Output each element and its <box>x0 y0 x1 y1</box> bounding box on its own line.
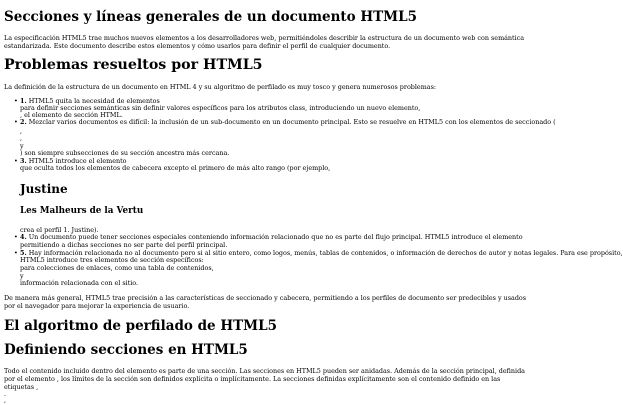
trailing-dot: . <box>4 390 7 398</box>
conclusion-paragraph: De manera más general, HTML5 trae precisión a las características de seccionado y cabecera, permitiendo a los perfiles de documento ser predecibles y usados por el navegador para mejorar la experiencia de usuario. <box>4 294 527 310</box>
list-item-5-line-1: 5. Hay información relacionada no al documento pero si al sitio entero, como logos, menús, tablas de contenidos, o información de derechos de autor y notas legales. Para ese propósito, <box>20 249 623 257</box>
list-item-1-line-2: para definir secciones semánticas sin definir valores específicos para los atributos class, introduciendo un nuevo elemento, <box>20 104 421 112</box>
trailing-comma: , <box>4 396 7 404</box>
list-item-2-line-5: ) son siempre subsecciones de su sección ancestra más cercana. <box>20 149 230 157</box>
list-item-5-line-4: y <box>20 272 24 280</box>
example-heading-malheurs: Les Malheurs de la Vertu <box>20 206 144 216</box>
list-item-3-line-2: que oculta todos los elementos de cabecera excepto el primero de más alto rango (por ejemplo, <box>20 164 331 172</box>
list-item-2-line-2: , <box>20 127 23 135</box>
example-result-text: crea el perfil 1. Justine). <box>20 226 99 234</box>
defining-sections-paragraph: Todo el contenido incluido dentro del elemento es parte de una sección. Las secciones en HTML5 pueden ser anidadas. Además de la sección principal, definida por el elemento , los límites de la sección son definidos explícita o implícitamente. La secciones definidas explícitamente son el contenido definido en las etiquetas , <box>4 367 525 391</box>
list-item-2-line-4: y <box>20 142 24 150</box>
bullet: • <box>14 97 18 105</box>
list-item-2-line-3: , <box>20 134 23 142</box>
list-item-1-line-1: 1. HTML5 quita la necesidad de elementos <box>20 97 160 105</box>
page-title: Secciones y líneas generales de un documento HTML5 <box>4 9 417 25</box>
intro-paragraph: La especificación HTML5 trae muchos nuevos elementos a los desarrolladores web, permitiéndoles describir la estructura de un documento web con semántica estandarizada. Este documento describe estos elementos y cómo usarlos para definir el perfil de cualquier documento. <box>4 34 525 50</box>
list-item-2-line-1: 2. Mezclar varios documentos es difícil: la inclusión de un sub-documento en un documento principal. Esto se resuelve en HTML5 con los elementos de seccionado ( <box>20 118 556 126</box>
bullet: • <box>14 118 18 126</box>
list-item-4-line-2: permitiendo a dichas secciones no ser parte del perfil principal. <box>20 241 228 249</box>
bullet: • <box>14 233 18 241</box>
problems-lead: La definición de la estructura de un documento en HTML 4 y su algoritmo de perfilado es muy tosco y genera numerosos problemas: <box>4 83 437 91</box>
list-item-1-line-3: , el elemento de sección HTML. <box>20 111 123 119</box>
list-item-5-line-3: para colecciones de enlaces, como una tabla de contenidos, <box>20 264 214 272</box>
example-heading-justine: Justine <box>20 182 68 196</box>
list-item-3-line-1: 3. HTML5 introduce el elemento <box>20 157 127 165</box>
list-item-5-line-2: HTML5 introduce tres elementos de sección específicos: <box>20 256 204 264</box>
bullet: • <box>14 157 18 165</box>
list-item-5-line-5: información relacionada con el sitio. <box>20 279 139 287</box>
bullet: • <box>14 249 18 257</box>
section-heading-algorithm: El algoritmo de perfilado de HTML5 <box>4 318 277 334</box>
section-heading-problems: Problemas resueltos por HTML5 <box>4 57 263 73</box>
section-heading-defining: Definiendo secciones en HTML5 <box>4 342 248 358</box>
list-item-4-line-1: 4. Un documento puede tener secciones especiales conteniendo información relacionado que no es parte del flujo principal. HTML5 introduce el elemento <box>20 233 523 241</box>
